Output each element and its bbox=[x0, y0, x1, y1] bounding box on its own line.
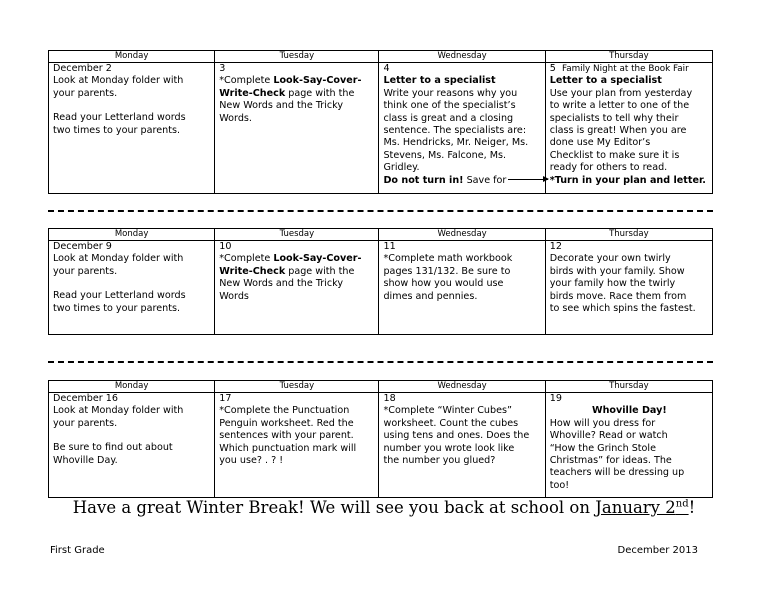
wednesday-cell bbox=[379, 241, 545, 335]
day-header-wednesday: Wednesday bbox=[379, 229, 545, 241]
cell-line: Gridley. bbox=[383, 162, 420, 174]
cell-line: Christmas” for ideas. The bbox=[549, 455, 672, 467]
cell-line: your parents. bbox=[53, 265, 118, 277]
cell-line: Look at Monday folder with bbox=[53, 253, 184, 265]
cell-date: 12 bbox=[549, 241, 562, 252]
cell-line: dimes and pennies. bbox=[383, 290, 478, 302]
wednesday-cell bbox=[379, 63, 545, 194]
week-2-table bbox=[48, 228, 713, 335]
cell-line: Be sure to find out about bbox=[53, 442, 173, 454]
day-header-tuesday: Tuesday bbox=[215, 51, 379, 63]
day-header-wednesday: Wednesday bbox=[379, 381, 545, 393]
date-suffix: nd bbox=[675, 498, 689, 510]
week-header-row bbox=[49, 51, 713, 63]
cell-line: to write a letter to one of the bbox=[549, 100, 690, 112]
week-1-table bbox=[48, 50, 713, 194]
cell-line: your parents. bbox=[53, 87, 118, 99]
day-header-tuesday: Tuesday bbox=[215, 381, 379, 393]
cell-line: sentences with your parent. bbox=[219, 430, 354, 442]
tuesday-cell bbox=[215, 63, 379, 194]
thursday-cell bbox=[545, 241, 712, 335]
thursday-cell bbox=[545, 393, 712, 498]
week-content-row bbox=[49, 393, 713, 498]
cell-line: Write your reasons why you bbox=[383, 87, 518, 99]
message-text: Have a great Winter Break! We will see you back at school on bbox=[72, 498, 596, 517]
cell-date: 18 bbox=[383, 393, 396, 404]
cell-date: December 9 bbox=[53, 241, 112, 252]
day-header-thursday: Thursday bbox=[545, 381, 712, 393]
day-header-thursday: Thursday bbox=[545, 229, 712, 241]
cell-bold-text: Look-Say-Cover- bbox=[273, 75, 362, 87]
cell-line: show how you would use bbox=[383, 278, 504, 290]
cell-date: 17 bbox=[219, 393, 232, 404]
cell-line: Whoville? Read or watch bbox=[549, 430, 668, 442]
cell-line: Decorate your own twirly bbox=[549, 253, 671, 265]
footer-grade: First Grade bbox=[50, 545, 105, 556]
cell-text: *Complete bbox=[219, 253, 274, 265]
winter-break-message bbox=[0, 498, 768, 517]
message-end: ! bbox=[688, 498, 696, 517]
cell-line: Whoville Day. bbox=[53, 454, 118, 466]
cell-line: number you wrote look like bbox=[383, 442, 515, 454]
cell-line: the number you glued? bbox=[383, 455, 496, 467]
day-header-tuesday: Tuesday bbox=[215, 229, 379, 241]
day-header-monday: Monday bbox=[49, 51, 215, 63]
cell-line: your family how the twirly bbox=[549, 278, 676, 290]
cell-heading: Letter to a specialist bbox=[383, 75, 496, 87]
week-header-row bbox=[49, 381, 713, 393]
cell-bold-text: Do not turn in! bbox=[383, 174, 464, 186]
cell-line: you use? . ? ! bbox=[219, 455, 284, 467]
cell-line: Ms. Hendricks, Mr. Neiger, Ms. bbox=[383, 137, 529, 149]
cell-date: December 2 bbox=[53, 63, 112, 74]
cell-line: Look at Monday folder with bbox=[53, 75, 184, 87]
cell-bold-text: Look-Say-Cover- bbox=[273, 253, 362, 265]
cell-line: birds move. Race them from bbox=[549, 290, 687, 302]
cell-heading: Whoville Day! bbox=[591, 405, 667, 417]
cell-bold-text: Write-Check bbox=[219, 265, 286, 277]
monday-cell bbox=[49, 63, 215, 194]
right-arrow-icon bbox=[508, 179, 548, 180]
cell-line: two times to your parents. bbox=[53, 302, 181, 314]
tuesday-cell bbox=[215, 393, 379, 498]
cell-heading: Letter to a specialist bbox=[549, 75, 662, 87]
cell-line: Checklist to make sure it is bbox=[549, 149, 680, 161]
cell-line: specialists to tell why their bbox=[549, 112, 679, 124]
week-3-table bbox=[48, 380, 713, 498]
week-content-row bbox=[49, 63, 713, 194]
cell-line: Look at Monday folder with bbox=[53, 405, 184, 417]
cell-date: December 16 bbox=[53, 393, 119, 404]
cell-line: too! bbox=[549, 479, 570, 491]
cell-text: Save for bbox=[463, 174, 507, 186]
cell-line: using tens and ones. Does the bbox=[383, 430, 530, 442]
day-header-monday: Monday bbox=[49, 229, 215, 241]
day-header-monday: Monday bbox=[49, 381, 215, 393]
footer-month: December 2013 bbox=[617, 545, 698, 556]
cell-date: 3 bbox=[219, 63, 226, 74]
cell-line: class is great and a closing bbox=[383, 112, 514, 124]
cell-line: to see which spins the fastest. bbox=[549, 303, 696, 315]
cell-line: pages 131/132. Be sure to bbox=[383, 265, 511, 277]
cell-line: teachers will be dressing up bbox=[549, 467, 685, 479]
wednesday-cell bbox=[379, 393, 545, 498]
cell-bold-text: *Turn in your plan and letter. bbox=[549, 174, 706, 186]
cell-line: New Words and the Tricky bbox=[219, 278, 344, 290]
cell-line: *Complete “Winter Cubes” bbox=[383, 405, 512, 417]
cell-line: Read your Letterland words bbox=[53, 112, 186, 124]
dashed-separator bbox=[48, 361, 713, 363]
cell-line: worksheet. Count the cubes bbox=[383, 417, 519, 429]
cell-line: Which punctuation mark will bbox=[219, 442, 357, 454]
cell-line: two times to your parents. bbox=[53, 124, 181, 136]
monday-cell bbox=[49, 241, 215, 335]
cell-line: ready for others to read. bbox=[549, 162, 668, 174]
cell-line: Read your Letterland words bbox=[53, 290, 186, 302]
cell-text: *Complete bbox=[219, 75, 274, 87]
cell-line: Words. bbox=[219, 112, 252, 124]
thursday-cell bbox=[545, 63, 712, 194]
cell-line: How will you dress for bbox=[549, 417, 656, 429]
cell-date: 11 bbox=[383, 241, 396, 252]
cell-line: Words bbox=[219, 290, 249, 302]
cell-line: “How the Grinch Stole bbox=[549, 442, 656, 454]
cell-line: sentence. The specialists are: bbox=[383, 125, 527, 137]
cell-date: 19 bbox=[549, 393, 562, 404]
tuesday-cell bbox=[215, 241, 379, 335]
dashed-separator bbox=[48, 210, 713, 212]
week-content-row bbox=[49, 241, 713, 335]
return-date: January 2nd bbox=[595, 498, 689, 517]
cell-date: 10 bbox=[219, 241, 232, 252]
monday-cell bbox=[49, 393, 215, 498]
cell-line: class is great! When you are bbox=[549, 125, 687, 137]
cell-text: page with the bbox=[285, 87, 355, 99]
cell-line: Stevens, Ms. Falcone, Ms. bbox=[383, 149, 507, 161]
cell-line: done use My Editor’s bbox=[549, 137, 651, 149]
date-note: Family Night at the Book Fair bbox=[561, 64, 689, 74]
cell-line: your parents. bbox=[53, 417, 118, 429]
cell-line: think one of the specialist’s bbox=[383, 100, 516, 112]
day-header-thursday: Thursday bbox=[545, 51, 712, 63]
cell-date: 5 bbox=[549, 63, 556, 74]
cell-line: *Complete the Punctuation bbox=[219, 405, 350, 417]
cell-line: birds with your family. Show bbox=[549, 265, 685, 277]
cell-line: Use your plan from yesterday bbox=[549, 87, 693, 99]
cell-date: 4 bbox=[383, 63, 390, 74]
cell-bold-text: Write-Check bbox=[219, 87, 286, 99]
cell-text: page with the bbox=[285, 265, 355, 277]
cell-line: *Complete math workbook bbox=[383, 253, 513, 265]
cell-line: Penguin worksheet. Red the bbox=[219, 417, 354, 429]
day-header-wednesday: Wednesday bbox=[379, 51, 545, 63]
week-header-row bbox=[49, 229, 713, 241]
cell-line: New Words and the Tricky bbox=[219, 100, 344, 112]
